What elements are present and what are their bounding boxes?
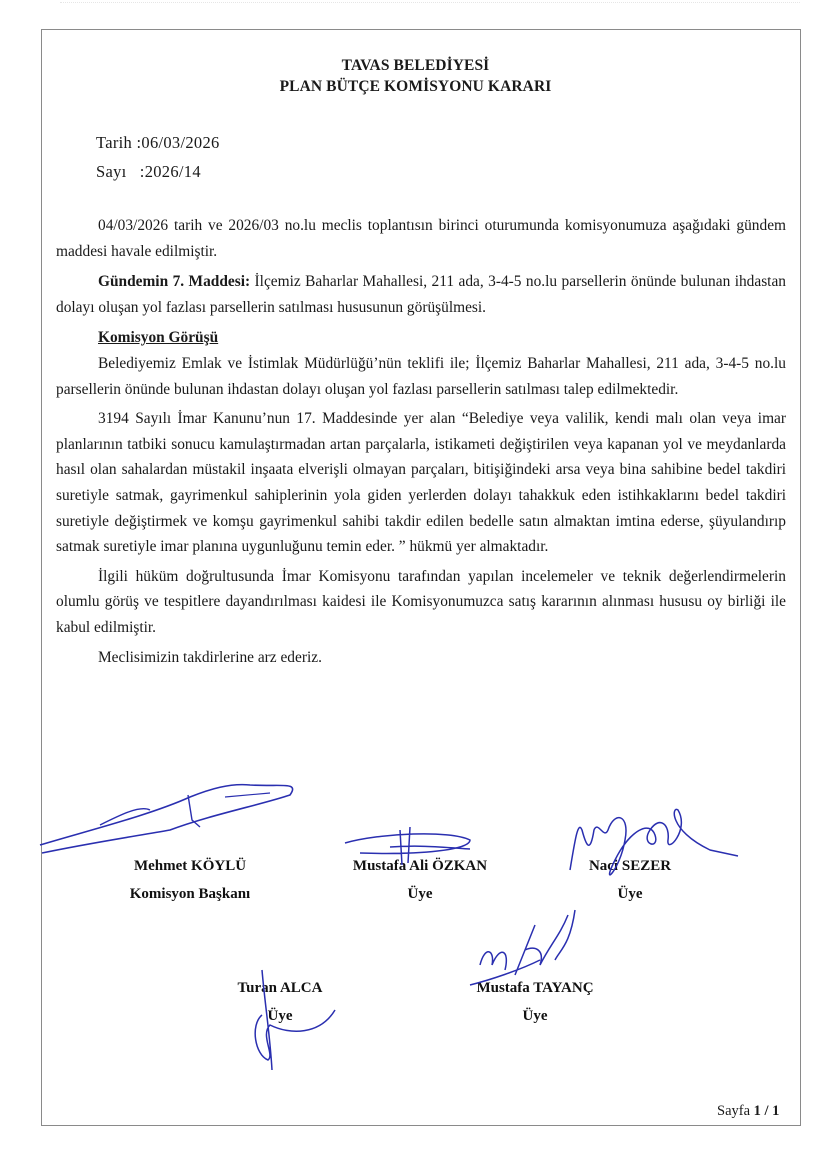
page-total: 1 <box>772 1103 780 1119</box>
number-value: 2026/14 <box>144 162 201 181</box>
document-title: PLAN BÜTÇE KOMİSYONU KARARI <box>279 78 552 95</box>
signatory-4 <box>205 974 355 1030</box>
signatory-name: Mustafa Ali ÖZKAN <box>352 858 488 874</box>
institution-title: TAVAS BELEDİYESİ <box>341 57 490 74</box>
date-line <box>96 133 220 153</box>
signatory-name: Turan ALCA <box>237 980 323 996</box>
agenda-paragraph <box>56 269 786 320</box>
number-line <box>96 162 201 182</box>
signatory-name: Mustafa TAYANÇ <box>476 980 594 996</box>
opinion-heading-line <box>56 325 786 351</box>
signatory-role: Komisyon Başkanı <box>129 886 251 902</box>
opinion-paragraph-1: Belediyemiz Emlak ve İstimlak Müdürlüğü’nün teklifi ile; İlçemiz Baharlar Mahallesi, 211 ada, 3-4-5 no.lu parsellerin önünde bulunan ihdastan dolayı oluşan yol fazlası parsellerin satılması talep edilmektedir. <box>56 354 786 398</box>
date-value: 06/03/2026 <box>141 133 220 152</box>
signatory-3 <box>560 852 700 908</box>
signatory-1 <box>100 852 280 908</box>
agenda-text: İlçemiz Baharlar Mahallesi, 211 ada, 3-4-5 no.lu parsellerin önünde bulunan ihdastan dolayı oluşan yol fazlası parsellerin satılması hususunun görüşülmesi. <box>56 273 786 316</box>
opinion-heading: Komisyon Görüşü <box>98 329 219 347</box>
signatory-role: Üye <box>267 1008 293 1024</box>
signatory-5 <box>450 974 620 1030</box>
page-current: 1 <box>753 1103 761 1119</box>
date-label: Tarih : <box>96 133 142 152</box>
document-body <box>56 213 786 670</box>
intro-paragraph: 04/03/2026 tarih ve 2026/03 no.lu meclis toplantısın birinci oturumunda komisyonumuza aşağıdaki gündem maddesi havale edilmiştir. <box>56 217 786 260</box>
scan-artifact <box>60 2 800 7</box>
number-label: Sayı : <box>96 162 145 181</box>
page-number <box>717 1103 779 1120</box>
signatory-role: Üye <box>407 886 433 902</box>
closing-line: Meclisimizin takdirlerine arz ederiz. <box>98 648 322 666</box>
page-label: Sayfa <box>717 1103 751 1119</box>
signatory-name: Naci SEZER <box>588 858 672 874</box>
signatory-name: Mehmet KÖYLÜ <box>133 858 247 874</box>
opinion-paragraph-2: 3194 Sayılı İmar Kanunu’nun 17. Maddesinde yer alan “Belediye veya valilik, kendi malı olan veya imar planlarının tatbiki sonucu kamulaştırmadan artan parçalarla, istikameti değiştirilen veya kapanan yol ve meydanlarda hasıl olan sahalardan müstakil inşaata elverişli olmayan parçaları, bitişiğindeki arsa veya bina sahibine bedel takdiri suretiyle satmak, gayrimenkul sahiplerinin yola giden yerlerden dolayı tahakkuk eden istihkaklarını bedel takdiri suretiyle değiştirmek ve komşu gayrimenkul sahibi takdir edilen bedelle satın almaktan imtina ederse, şüyulandırıp satmak suretiyle imar planına uygunluğunu temin eder. ” hükmü yer almaktadır. <box>56 410 786 556</box>
agenda-label: Gündemin 7. Maddesi: <box>98 273 251 291</box>
opinion-paragraph-3: İlgili hüküm doğrultusunda İmar Komisyonu tarafından yapılan incelemeler ve teknik değerlendirmelerin olumlu görüş ve tespitlere dayandırılması kaidesi ile Komisyonumuzca satış kararının alınması hususu oy birliği ile kabul edilmiştir. <box>56 567 786 636</box>
page-separator: / <box>760 1103 773 1119</box>
signatory-2 <box>320 852 520 908</box>
signatory-role: Üye <box>522 1008 548 1024</box>
signatory-role: Üye <box>617 886 643 902</box>
